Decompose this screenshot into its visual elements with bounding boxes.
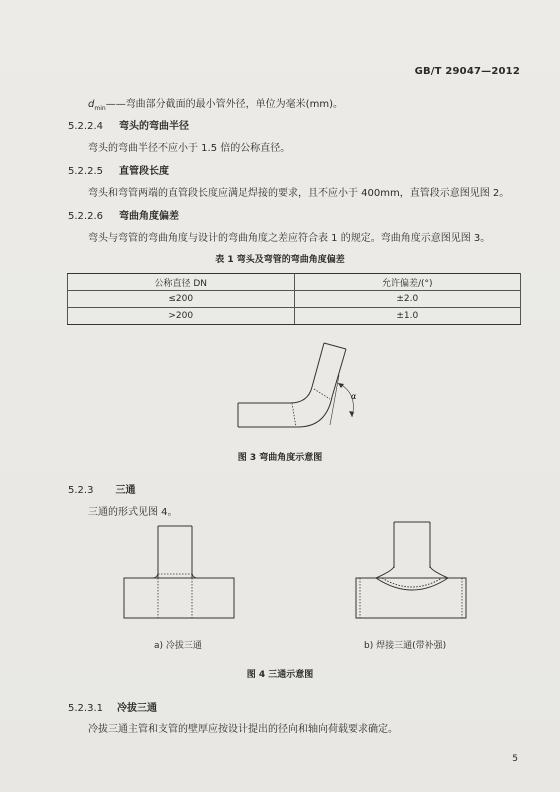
- angle-label: α: [351, 392, 357, 401]
- table-header-cell: 公称直径 DN: [68, 274, 295, 291]
- dmin-subscript: min: [94, 105, 106, 112]
- standard-number: GB/T 29047—2012: [414, 66, 520, 77]
- section-number: 5.2.2.5: [68, 166, 103, 177]
- table-cell: ±2.0: [294, 291, 521, 308]
- table-header-cell: 允许偏差/(°): [294, 274, 521, 291]
- figure4a-label: a) 冷拔三通: [154, 641, 202, 651]
- welded-tee-diagram: [352, 518, 472, 623]
- page-number: 5: [512, 754, 518, 764]
- section-heading-5-2-2-6: [68, 207, 179, 222]
- table-cell: ≤200: [68, 291, 295, 308]
- section-title: 直管段长度: [119, 166, 169, 177]
- figure4-caption: 图 4 三通示意图: [246, 670, 314, 680]
- section-text-5-2-3-1: 冷拔三通主管和支管的壁厚应按设计提出的径向和轴向荷载要求确定。: [88, 724, 398, 735]
- section-heading-5-2-3: [68, 481, 135, 496]
- section-text-5-2-2-4: 弯头的弯曲半径不应小于 1.5 倍的公称直径。: [88, 143, 291, 154]
- table-row: [68, 308, 521, 325]
- table-cell: >200: [68, 308, 295, 325]
- section-text-5-2-3: 三通的形式见图 4。: [88, 507, 178, 518]
- table-cell: ±1.0: [294, 308, 521, 325]
- section-title: 冷拔三通: [117, 703, 157, 714]
- dmin-symbol: d: [88, 99, 95, 110]
- bend-angle-diagram: [230, 335, 370, 440]
- section-heading-5-2-2-4: [68, 117, 189, 132]
- section-number: 5.2.2.4: [68, 121, 103, 132]
- tolerance-table: [67, 273, 521, 325]
- table-header-row: [68, 274, 521, 291]
- section-number: 5.2.3.1: [68, 703, 103, 714]
- section-text-5-2-2-6: 弯头与弯管的弯曲角度与设计的弯曲角度之差应符合表 1 的规定。弯曲角度示意图见图 3。: [88, 233, 491, 244]
- section-heading-5-2-3-1: [68, 699, 157, 714]
- figure3-caption: 图 3 弯曲角度示意图: [237, 453, 323, 463]
- section-title: 弯曲角度偏差: [119, 211, 179, 222]
- cold-drawn-tee-diagram: [120, 518, 240, 623]
- figure4b-label: b) 焊接三通(带补强): [364, 641, 447, 651]
- section-text-5-2-2-5: 弯头和弯管两端的直管段长度应满足焊接的要求，且不应小于 400mm，直管段示意图见图 2。: [88, 188, 510, 199]
- table-row: [68, 291, 521, 308]
- dmin-definition: [88, 95, 343, 112]
- section-title: 弯头的弯曲半径: [119, 121, 189, 132]
- dmin-text: ——弯曲部分截面的最小管外径，单位为毫米(mm)。: [105, 99, 343, 110]
- section-heading-5-2-2-5: [68, 162, 169, 177]
- section-number: 5.2.2.6: [68, 211, 103, 222]
- table-caption: 表 1 弯头及弯管的弯曲角度偏差: [215, 255, 345, 265]
- section-title: 三通: [115, 485, 136, 496]
- section-number: 5.2.3: [68, 485, 94, 496]
